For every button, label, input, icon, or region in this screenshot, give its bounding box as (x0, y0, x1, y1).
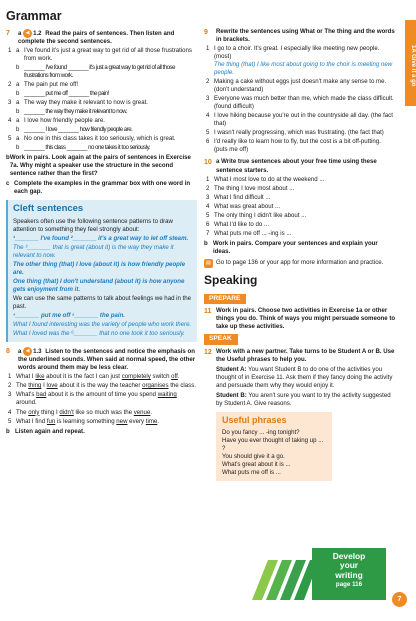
exercise-instruction: Work with a new partner. Take turns to be Student A or B. Use the Useful phrases to help you. (216, 348, 395, 364)
decorative-stripes (252, 560, 316, 600)
item-number: 5 (206, 211, 210, 219)
item-number: 2 (8, 80, 12, 88)
gap-sentence[interactable]: _______ put me off _______ the pain! (24, 89, 109, 97)
grammar-example: The ³_______ that is great (about it) is the way they make it relevant to now. (13, 243, 174, 259)
audio-icon[interactable]: ◀ (23, 29, 32, 38)
exercise-letter: a (18, 29, 22, 37)
starter-text: The thing I love most about ... (214, 184, 295, 192)
sentence-pair-b (6, 64, 197, 80)
sentence-text: No one in this class takes it too seriously, which is great. (24, 134, 176, 142)
stress-sentences (6, 373, 197, 425)
item-number: 1 (8, 373, 12, 381)
item-number: 4 (206, 112, 210, 120)
stressed-word: bad (36, 391, 47, 399)
item-number: 1 (8, 46, 12, 54)
exercise-instruction: Listen again and repeat. (15, 427, 85, 435)
sentence-pair-a (6, 135, 197, 143)
starter-text: What I find difficult ... (214, 193, 271, 201)
grammar-example: ⁴_______ put me off ⁵_______ the pain. (13, 312, 125, 320)
sentence-text: I've found it's just a great way to get rid of all those frustrations from work. (24, 46, 192, 62)
example-answer: The thing (that) I like most about going to the choir is meeting new people. (214, 61, 393, 77)
sentence-text: The only thing I didn't like so much was the venue. (16, 408, 153, 416)
exercise-7a (6, 29, 197, 46)
exercise-8a (6, 347, 197, 372)
stressed-word: venue (133, 408, 151, 416)
exercise-letter: a (18, 348, 22, 356)
stressed-word: thing (28, 382, 42, 390)
exercise-instruction: Read the pairs of sentences. Then listen and complete the second sentences. (18, 29, 175, 45)
item-number: 7 (206, 229, 210, 237)
grammar-example: One thing (that) I don't understand (about it) is how anyone gets enjoyment from it. (13, 277, 185, 293)
gap-sentence[interactable]: _______ this class _______ no one takes it too seriously. (24, 144, 150, 152)
sentence-pair-b (6, 108, 197, 116)
starter-text: What puts me off ... -ing is ... (214, 229, 292, 237)
exercise-11 (204, 307, 396, 331)
item-number (6, 64, 14, 80)
item-number: 5 (8, 417, 12, 425)
audio-icon[interactable]: ◀ (23, 347, 32, 356)
item-letter: a (16, 134, 20, 142)
exercise-instruction: Rewrite the sentences using What or The thing and the words in brackets. (216, 28, 395, 44)
exercise-number: 8 (6, 348, 10, 356)
sentence-text: What I find fun is learning something new every time. (16, 417, 159, 425)
item-number (6, 126, 14, 134)
item-letter: a (16, 116, 20, 124)
item-number: 5 (8, 134, 12, 142)
student-b-role: Student B: You aren't sure you want to try the activity suggested by Student A. Give reasons. (216, 392, 391, 408)
exercise-instruction: Complete the examples in the grammar box with one word in each gap. (14, 180, 191, 196)
item-number: 1 (206, 175, 210, 183)
exercise-12 (204, 348, 396, 481)
exercise-number: 12 (204, 349, 212, 357)
useful-phrase: You should give it a go. (222, 453, 285, 461)
sentence-text: I wasn't really progressing, which was frustrating. (the fact that) (214, 129, 384, 137)
exercise-7b: b Work in pairs. Look again at the pairs of sentences in Exercise 7a. Why might a speaker use the structure in the second sentence rather than the first? (6, 154, 197, 178)
left-column (6, 8, 197, 436)
rewrite-content (214, 129, 396, 137)
exercise-instruction: Write true sentences about your free time using these sentence starters. (216, 158, 377, 174)
useful-phrase: What's great about it is ... (222, 461, 291, 469)
item-letter: b (16, 107, 20, 115)
stressed-word: didn't (59, 408, 74, 416)
speaking-heading: Speaking (204, 272, 258, 287)
sentence-pair-a (6, 117, 197, 125)
starter-item (204, 221, 396, 229)
sentence-pair-b (6, 144, 197, 152)
starter-text: What was great about ... (214, 202, 281, 210)
grammar-box-intro: Speakers often use the following sentence patterns to draw attention to something they feel strongly about: (13, 217, 173, 233)
exercise-number: 7 (6, 29, 10, 37)
starter-item (204, 194, 396, 202)
unit-side-tab-label: 1A Give it a go (410, 45, 416, 87)
sentence-text: What's bad about it is the amount of time you spend waiting around. (16, 391, 177, 407)
exercise-number: 11 (204, 308, 212, 316)
develop-writing-link[interactable]: Develop your writing page 116 (312, 548, 386, 600)
sentence-pair-a (6, 99, 197, 107)
rewrite-content (214, 78, 396, 94)
sentence-text: The thing I love about it is the way the teacher organises the class. (16, 382, 196, 390)
starter-text: The only thing I didn't like about ... (214, 211, 307, 219)
sentence-text: The way they make it relevant to now is great. (24, 98, 148, 106)
sentence-text: Everyone was much better than me, which made the class difficult. (found difficult) (214, 95, 394, 111)
item-number (6, 90, 14, 98)
item-number: 4 (8, 408, 12, 416)
grammar-box-title: Cleft sentences (13, 203, 84, 215)
rewrite-item (204, 45, 396, 77)
sentence-text: I love how friendly people are. (24, 116, 105, 124)
stressed-word: time (145, 417, 158, 425)
exercise-10a (204, 158, 396, 174)
rewrite-content (214, 95, 396, 111)
rewrite-item (204, 78, 396, 94)
stressed-word: like (35, 373, 45, 381)
item-number: 6 (206, 138, 210, 146)
sentence-text: What I like about it is the fact I can just completely switch off. (16, 373, 180, 381)
item-number: 4 (206, 202, 210, 210)
grammar-reference[interactable] (204, 259, 396, 268)
audio-track-number: 1.2 (33, 29, 42, 37)
item-letter: a (16, 46, 20, 54)
exercise-9 (204, 28, 396, 44)
stressed-word: love (46, 382, 58, 390)
sentence-text: I go to a choir. It's great. I especially like meeting new people. (most) (214, 45, 380, 61)
develop-writing-page: page 116 (335, 581, 363, 589)
item-letter: b (16, 63, 20, 71)
exercise-number: 10 (204, 159, 212, 167)
item-number: 5 (206, 129, 210, 137)
starter-item (204, 203, 396, 211)
item-letter: b (16, 125, 20, 133)
starter-item (204, 212, 396, 220)
item-number: 3 (8, 98, 12, 106)
item-number (6, 144, 14, 152)
sentence-text: The pain put me off! (24, 80, 79, 88)
sentence-text: I love hiking because you're out in the countryside all day. (the fact that) (214, 112, 393, 128)
grammar-note: We can use the same patterns to talk about feelings we had in the past. (13, 295, 192, 311)
grammar-heading: Grammar (6, 9, 62, 23)
grammar-example: What I loved was the ⁶_______ that no one took it too seriously. (13, 330, 185, 338)
item-letter: a (16, 80, 20, 88)
gap-sentence[interactable]: _______ I love _______ how friendly people are. (24, 125, 133, 133)
starter-item (204, 176, 396, 184)
sentence-pair-b (6, 126, 197, 134)
useful-phrases-title: Useful phrases (222, 415, 287, 426)
useful-phrase: What puts me off is ... (222, 469, 281, 477)
stressed-word: new (116, 417, 128, 425)
stress-sentence (6, 418, 197, 426)
speak-banner: SPEAK (204, 334, 238, 345)
stress-sentence (6, 373, 197, 381)
useful-phrase: Do you fancy ... -ing tonight? (222, 429, 300, 437)
item-number: 3 (206, 193, 210, 201)
exercise-10b: b Work in pairs. Compare your sentences and explain your ideas. (204, 240, 396, 256)
sentence-text: I'd really like to learn how to fly, but the cost is a bit off-putting. (puts me off) (214, 138, 381, 154)
rewrite-content (214, 138, 396, 154)
stressed-word: waiting (157, 391, 177, 399)
sentence-starters (204, 176, 396, 238)
audio-track-number: 1.3 (33, 348, 42, 356)
useful-phrases-box (216, 412, 332, 481)
sentence-text: Making a cake without eggs just doesn't make any sense to me. (don't understand) (214, 78, 387, 94)
starter-item (204, 185, 396, 193)
exercise-number: 9 (204, 29, 208, 36)
gap-sentence[interactable]: _______ the way they make it relevant to now. (24, 107, 127, 115)
item-number: 3 (206, 95, 210, 103)
stress-sentence (6, 409, 197, 417)
starter-text: What I'd like to do ... (214, 220, 270, 228)
rewrite-item (204, 95, 396, 111)
rewrite-item (204, 138, 396, 154)
item-number: 2 (8, 382, 12, 390)
item-letter: a (16, 98, 20, 106)
rewrite-sentences (204, 45, 396, 154)
rewrite-content (214, 112, 396, 128)
starter-item (204, 230, 396, 238)
sentence-pair-b (6, 90, 197, 98)
rewrite-item (204, 112, 396, 128)
stress-sentence (6, 391, 197, 407)
sentence-pairs (6, 47, 197, 152)
student-a-role: Student A: You want Student B to do one of the activities you thought of in Exercise 11. Ask them if they fancy doing the activity and persuade them why they would enjoy it. (216, 366, 393, 390)
useful-phrase: Have you ever thought of taking up ... ? (222, 437, 324, 453)
exercise-instruction: Work in pairs. Look again at the pairs of sentences in Exercise 7a. Why might a speaker use the structure in the second sentence rather than the first? (9, 154, 191, 178)
sentence-pair-a (6, 47, 197, 63)
item-number: 3 (8, 391, 12, 399)
stress-sentence (6, 382, 197, 390)
item-number: 4 (8, 116, 12, 124)
item-number: 2 (206, 184, 210, 192)
sentence-pair-a (6, 81, 197, 89)
exercise-letter: a (216, 158, 220, 166)
exercise-7c: c Complete the examples in the grammar box with one word in each gap. (6, 180, 197, 196)
stressed-word: only (28, 408, 40, 416)
stressed-word: completely (121, 373, 151, 381)
item-number: 1 (206, 45, 210, 53)
prepare-banner: PREPARE (204, 294, 246, 305)
exercise-instruction: Work in pairs. Compare your sentences and explain your ideas. (212, 239, 378, 255)
useful-phrases-list (222, 429, 326, 477)
grammar-example: ¹_______ I've found ²_______ it's a great way to let off steam. (13, 234, 189, 242)
item-letter: b (16, 89, 20, 97)
reference-text: Go to page 136 or your app for more information and practice. (216, 259, 384, 267)
grammar-example: The other thing (that) I love (about it) is how friendly people are. (13, 260, 185, 276)
page-number: 7 (392, 592, 407, 607)
right-column (204, 28, 396, 481)
starter-text: What I most love to do at the weekend ... (214, 175, 325, 183)
rewrite-content (214, 45, 396, 77)
stressed-word: organises (142, 382, 169, 390)
exercise-instruction: Listen to the sentences and notice the emphasis on the underlined sounds. When said at normal speed, the other words around them may be less clear. (18, 348, 196, 372)
grammar-box (6, 200, 197, 342)
item-number (6, 108, 14, 116)
item-number: 6 (206, 220, 210, 228)
gap-sentence[interactable]: _______ I've found _______ it's just a great way to get rid of all those frustrations from work. (24, 63, 175, 79)
book-link-icon: ▤ (204, 259, 213, 268)
exercise-8b: b Listen again and repeat. (6, 427, 85, 435)
item-number: 2 (206, 78, 210, 86)
grammar-example: What I found interesting was the variety of people who work there. (13, 321, 192, 329)
stressed-word: fun (46, 417, 56, 425)
rewrite-item (204, 129, 396, 137)
stressed-word: off (171, 373, 178, 381)
item-letter: b (16, 144, 20, 152)
exercise-instruction: Work in pairs. Choose two activities in Exercise 1a or other things you do. Think of ways you might persuade someone to take up these activities. (216, 307, 396, 331)
